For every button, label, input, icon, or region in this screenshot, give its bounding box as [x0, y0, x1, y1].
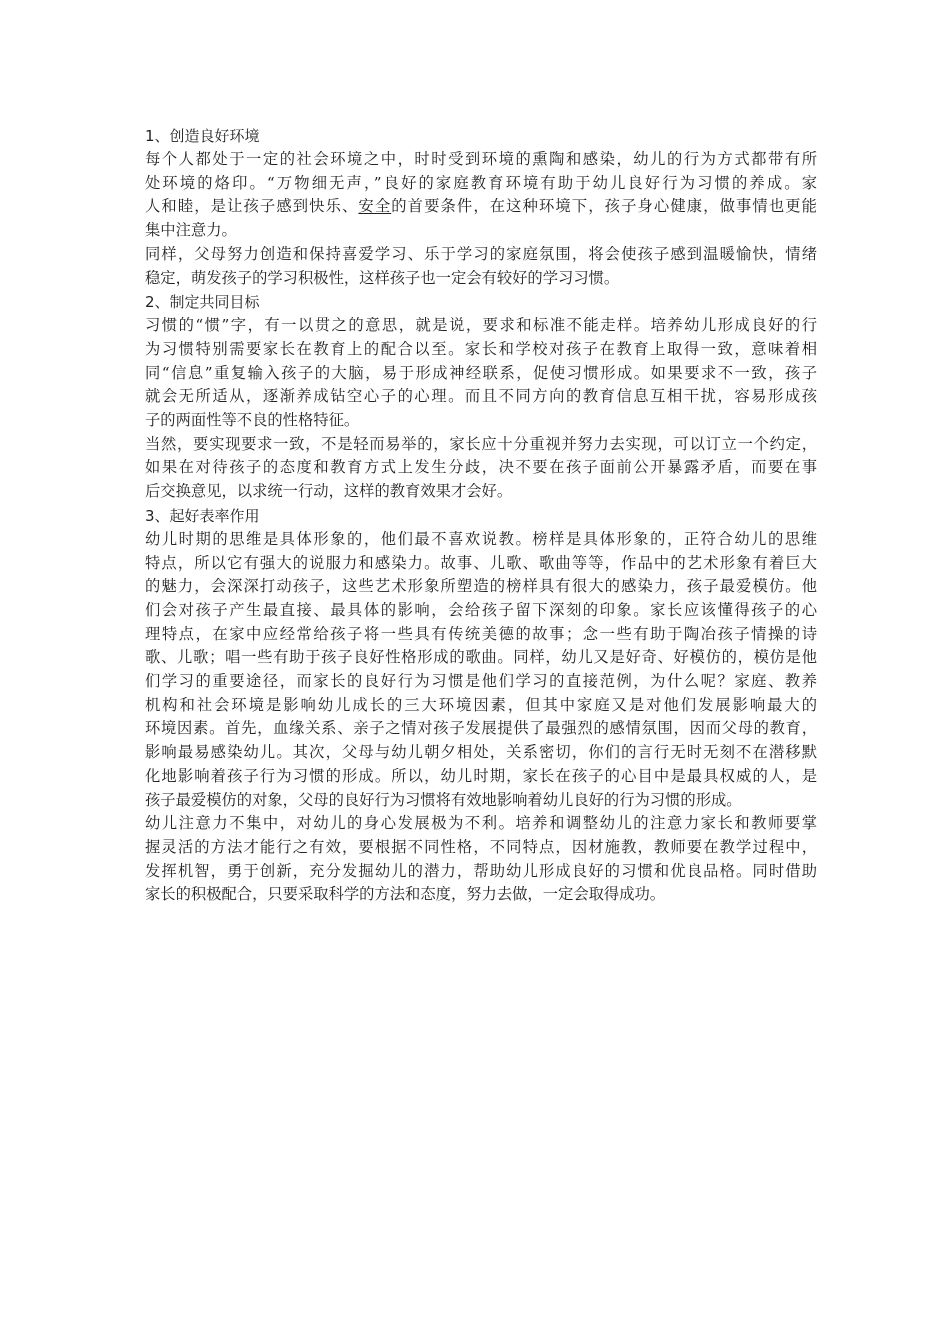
text-run: 的首要条件，在这种环境下，孩子身心健康，做事情也更能 [391, 197, 817, 216]
text-line: 如果在对待孩子的态度和教育方式上发生分歧，决不要在孩子面前公开暴露矛盾，而要在事 [145, 458, 817, 477]
text-line: 就会无所适从，逐渐养成钻空心子的心理。而且不同方向的教育信息互相干扰，容易形成孩 [145, 387, 817, 406]
text-line: 习惯的“惯”字，有一以贯之的意思，就是说，要求和标准不能走样。培养幼儿形成良好的行 [145, 316, 817, 335]
text-line: 化地影响着孩子行为习惯的形成。所以，幼儿时期，家长在孩子的心目中是最具权威的人，是 [145, 766, 817, 785]
text-line: 每个人都处于一定的社会环境之中，时时受到环境的熏陶和感染，幼儿的行为方式都带有所 [145, 150, 817, 168]
text-line: 同样，父母努力创造和保持喜爱学习、乐于学习的家庭氛围，将会使孩子感到温暖愉快，情绪 [145, 244, 817, 263]
safety-link[interactable]: 安全 [358, 197, 392, 216]
text-line: 影响最易感染幼儿。其次，父母与幼儿朝夕相处，关系密切，你们的言行无时无刻不在潜移默 [145, 743, 817, 762]
text-line: 特点，所以它有强大的说服力和感染力。故事、儿歌、歌曲等等，作品中的艺术形象有着巨大 [145, 553, 817, 572]
text-line: 后交换意见，以求统一行动，这样的教育效果才会好。 [145, 482, 513, 501]
text-line: 为习惯特别需要家长在教育上的配合以至。家长和学校对孩子在教育上取得一致，意味着相 [145, 339, 817, 358]
section-heading-2: 2、制定共同目标 [145, 293, 260, 312]
text-line: 握灵活的方法才能行之有效，要根据不同性格，不同特点，因材施教，教师要在教学过程中， [145, 837, 817, 856]
text-line: 发挥机智，勇于创新，充分发掘幼儿的潜力，帮助幼儿形成良好的习惯和优良品格。同时借助 [145, 861, 817, 880]
text-line: 同“信息”重复输入孩子的大脑，易于形成神经联系，促使习惯形成。如果要求不一致，孩子 [145, 363, 817, 382]
text-line: 环境因素。首先，血缘关系、亲子之情对孩子发展提供了最强烈的感情氛围，因而父母的教育， [145, 719, 817, 738]
paragraph [145, 148, 817, 243]
text-line-with-link [145, 195, 817, 219]
text-line: 们会对孩子产生最直接、最具体的影响，会给孩子留下深刻的印象。家长应该懂得孩子的心 [145, 600, 817, 619]
paragraph [145, 433, 817, 504]
text-line: 的魅力，会深深打动孩子，这些艺术形象所塑造的榜样具有很大的感染力，孩子最爱模仿。他 [145, 577, 817, 596]
text-run: 人和睦，是让孩子感到快乐、 [145, 197, 359, 216]
paragraph [145, 243, 817, 290]
text-line: 机构和社会环境是影响幼儿成长的三大环境因素，但其中家庭又是对他们发展影响最大的 [145, 695, 817, 714]
text-line: 幼儿时期的思维是具体形象的，他们最不喜欢说教。榜样是具体形象的，正符合幼儿的思维 [145, 529, 817, 548]
paragraph [145, 314, 817, 433]
text-line: 处环境的烙印。“万物细无声，”良好的家庭教育环境有助于幼儿良好行为习惯的养成。家 [145, 173, 817, 192]
text-line: 幼儿注意力不集中，对幼儿的身心发展极为不利。培养和调整幼儿的注意力家长和教师要掌 [145, 814, 817, 833]
paragraph [145, 528, 817, 812]
document-body [145, 124, 817, 907]
text-line: 孩子最爱模仿的对象，父母的良好行为习惯将有效地影响着幼儿良好的行为习惯的形成。 [145, 790, 742, 809]
text-line: 子的两面性等不良的性格特征。 [145, 411, 360, 430]
section-heading-3: 3、起好表率作用 [145, 506, 260, 525]
text-line: 当然，要实现要求一致，不是轻而易举的，家长应十分重视并努力去实现，可以订立一个约定， [145, 434, 817, 453]
text-line: 集中注意力。 [145, 221, 237, 240]
text-line: 们学习的重要途径，而家长的良好行为习惯是他们学习的直接范例，为什么呢？家庭、教养 [145, 672, 817, 691]
section-heading-1: 1、创造良好环境 [145, 127, 260, 145]
text-line: 歌、儿歌；唱一些有助于孩子良好性格形成的歌曲。同样，幼儿又是好奇、好模仿的，模仿是他 [145, 648, 817, 667]
paragraph [145, 812, 817, 907]
text-line: 家长的积极配合，只要采取科学的方法和态度，努力去做，一定会取得成功。 [145, 885, 666, 904]
text-line: 稳定，萌发孩子的学习积极性，这样孩子也一定会有较好的学习习惯。 [145, 268, 620, 287]
text-line: 理特点，在家中应经常给孩子将一些具有传统美德的故事；念一些有助于陶冶孩子情操的诗 [145, 624, 817, 643]
